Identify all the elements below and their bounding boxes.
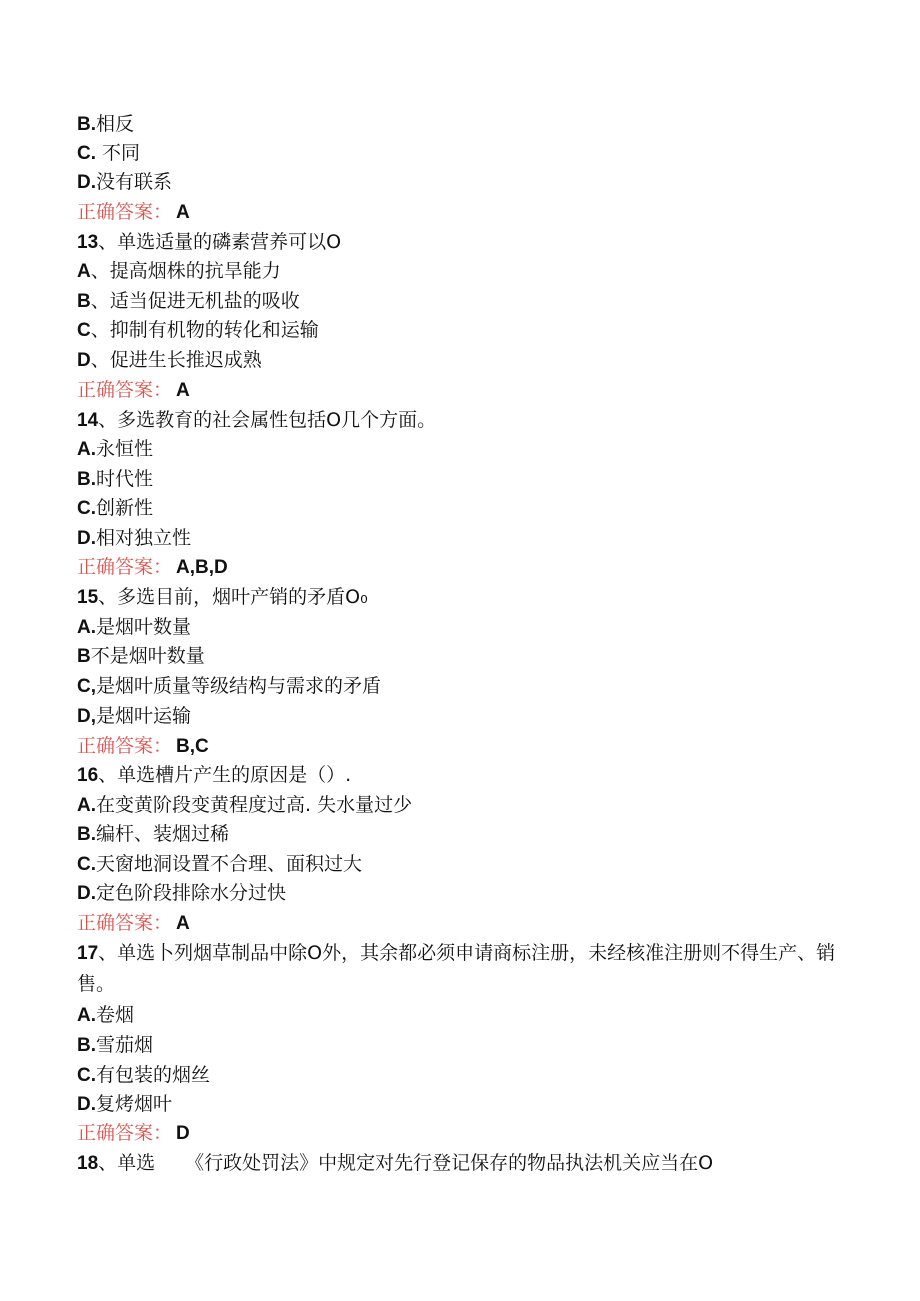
option-line: D.复烤烟叶	[77, 1093, 173, 1115]
option-line: B.雪茄烟	[77, 1034, 154, 1056]
option-line: A.卷烟	[77, 1004, 135, 1026]
answer-line: 正确答案： A,B,D	[77, 556, 228, 578]
answer-line: 正确答案： A	[77, 379, 190, 401]
option-line: B.时代性	[77, 468, 154, 490]
option-line: A.是烟叶数量	[77, 616, 192, 638]
question-line: 14、多选教育的社会属性包括O几个方面。	[77, 409, 437, 431]
option-line: C.有包装的烟丝	[77, 1064, 211, 1086]
question-line: 16、单选槽片产生的原因是（）.	[77, 764, 352, 786]
option-line: D.定色阶段排除水分过快	[77, 882, 287, 904]
option-line: D.没有联系	[77, 171, 173, 193]
option-line: D.相对独立性	[77, 527, 192, 549]
option-line: C.天窗地洞设置不合理、面积过大	[77, 853, 363, 875]
question-line: 13、单选适量的磷素营养可以O	[77, 231, 342, 253]
option-line: C、抑制有机物的转化和运输	[77, 319, 319, 341]
option-line: D、促进生长推迟成熟	[77, 349, 262, 371]
question-line: 17、单选卜列烟草制品中除O外，其余都必须申请商标注册，未经核准注册则不得生产、销售。	[77, 942, 836, 995]
option-line: B.编杆、装烟过稀	[77, 823, 230, 845]
option-line: C. 不同	[77, 142, 141, 164]
option-line: D,是烟叶运输	[77, 705, 192, 727]
question-line: 18、单选 《行政处罚法》中规定对先行登记保存的物品执法机关应当在O	[77, 1152, 714, 1174]
option-line: A、提高烟株的抗旱能力	[77, 260, 281, 282]
option-line: C.创新性	[77, 497, 154, 519]
option-line: A.在变黄阶段变黄程度过高. 失水量过少	[77, 794, 413, 816]
answer-line: 正确答案： A	[77, 201, 190, 223]
answer-line: 正确答案： D	[77, 1122, 190, 1144]
question-line: 15、多选目前，烟叶产销的矛盾O₀	[77, 586, 368, 608]
option-line: C,是烟叶质量等级结构与需求的矛盾	[77, 675, 382, 697]
option-line: B.相反	[77, 113, 135, 135]
answer-line: 正确答案： A	[77, 912, 190, 934]
option-line: B不是烟叶数量	[77, 645, 205, 667]
answer-line: 正确答案： B,C	[77, 735, 209, 757]
option-line: A.永恒性	[77, 438, 154, 460]
option-line: B、适当促进无机盐的吸收	[77, 290, 300, 312]
